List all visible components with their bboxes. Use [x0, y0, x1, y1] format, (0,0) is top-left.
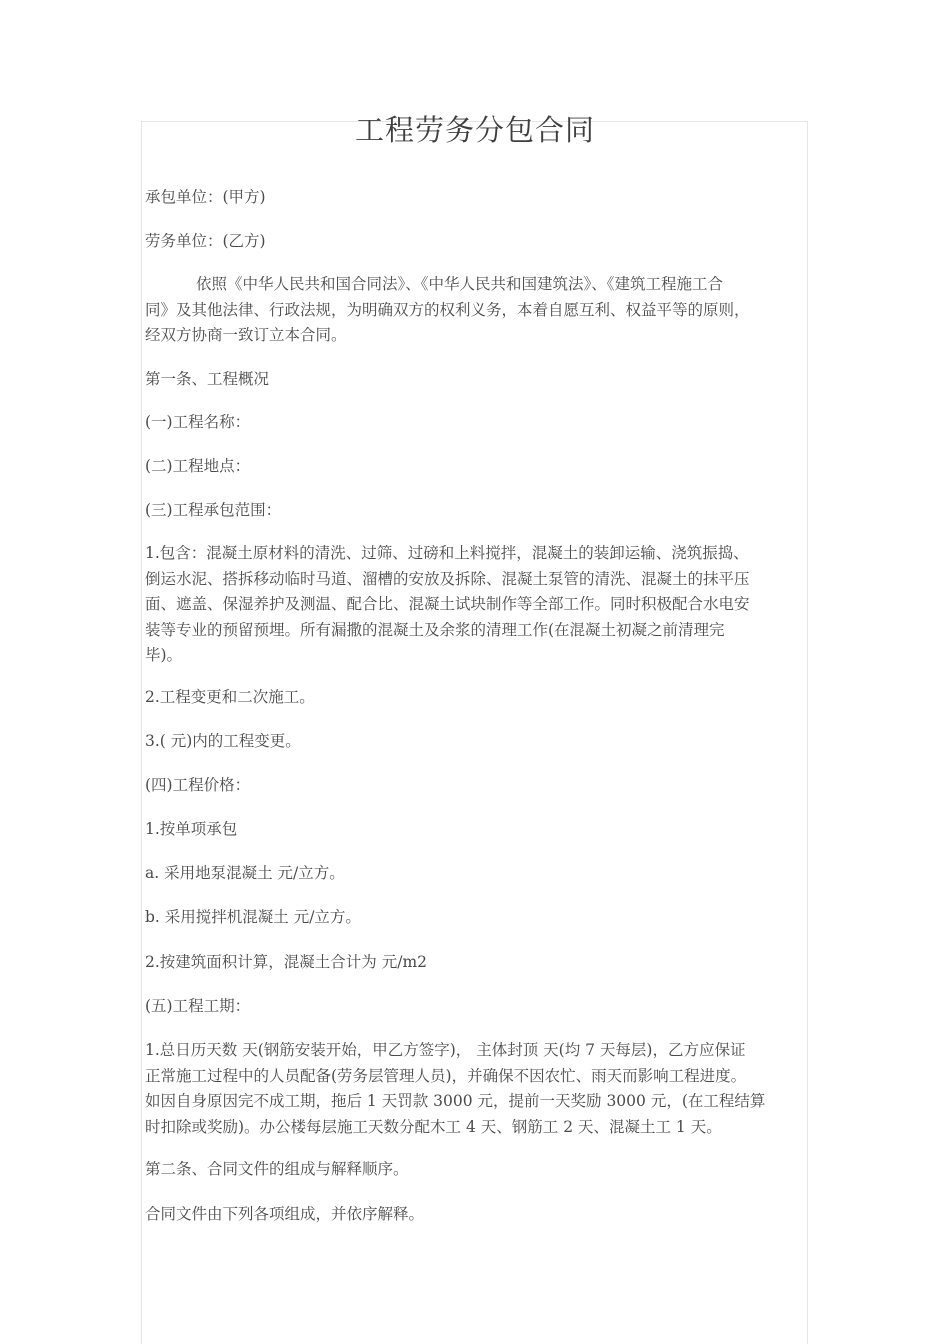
- article1-heading: 第一条、工程概况: [145, 370, 270, 388]
- project-name-line: (一)工程名称：: [145, 413, 251, 431]
- scope-item-1: [145, 541, 805, 669]
- preamble-line: 经双方协商一致订立本合同。: [145, 326, 347, 344]
- scope-item-2: 2.工程变更和二次施工。: [145, 688, 315, 706]
- project-location-line: (二)工程地点：: [145, 457, 251, 475]
- preamble-line: 依照《中华人民共和国合同法》、《中华人民共和国建筑法》、《建筑工程施工合: [196, 275, 724, 293]
- scope-item-1-line: 倒运水泥、搭拆移动临时马道、溜槽的安放及拆除、混凝土泵管的清洗、混凝土的抹平压: [145, 569, 750, 588]
- period-item-1: [145, 1038, 805, 1140]
- contractor-line: 承包单位：(甲方): [145, 188, 266, 206]
- preamble-paragraph: [145, 272, 805, 349]
- period-item-1-line: 如因自身原因完不成工期，拖后 1 天罚款 3000 元，提前一天奖励 3000 元，(在工程结算: [145, 1092, 766, 1110]
- price-item-b: b. 采用搅拌机混凝土 元/立方。: [145, 908, 361, 926]
- project-scope-line: (三)工程承包范围：: [145, 501, 282, 519]
- period-item-1-line: 1.总日历天数 天(钢筋安装开始，甲乙方签字)， 主体封顶 天(均 7 天每层)，乙方应保证: [145, 1041, 746, 1059]
- price-item-2: 2.按建筑面积计算，混凝土合计为 元/m2: [145, 953, 427, 971]
- scope-item-1-line: 毕)。: [145, 646, 183, 664]
- period-heading: (五)工程工期：: [145, 997, 251, 1015]
- scope-item-3: 3.( 元)内的工程变更。: [145, 732, 301, 750]
- labor-unit-line: 劳务单位：(乙方): [145, 232, 266, 250]
- scope-item-1-line: 装等专业的预留预埋。所有漏撒的混凝土及余浆的清理工作(在混凝土初凝之前清理完: [145, 620, 725, 639]
- scope-item-1-line: 面、遮盖、保湿养护及测温、配合比、混凝土试块制作等全部工作。同时积极配合水电安: [145, 595, 750, 613]
- article2-text: 合同文件由下列各项组成，并依序解释。: [145, 1205, 425, 1223]
- scope-item-1-line: 1.包含：混凝土原材料的清洗、过筛、过磅和上料搅拌，混凝土的装卸运输、浇筑振捣、: [145, 544, 749, 562]
- price-item-a: a. 采用地泵混凝土 元/立方。: [145, 864, 345, 882]
- document-title: 工程劳务分包合同: [354, 113, 595, 147]
- period-item-1-line: 时扣除或奖励)。办公楼每层施工天数分配木工 4 天、钢筋工 2 天、混凝土工 1 天。: [145, 1117, 722, 1136]
- price-item-1: 1.按单项承包: [145, 820, 238, 838]
- article2-heading: 第二条、合同文件的组成与解释顺序。: [145, 1160, 409, 1178]
- period-item-1-line: 正常施工过程中的人员配备(劳务层管理人员)，并确保不因农忙、雨天而影响工程进度。: [145, 1066, 747, 1085]
- preamble-line: 同》及其他法律、行政法规，为明确双方的权利义务，本着自愿互利、权益平等的原则，: [145, 300, 750, 319]
- price-heading: (四)工程价格：: [145, 776, 251, 794]
